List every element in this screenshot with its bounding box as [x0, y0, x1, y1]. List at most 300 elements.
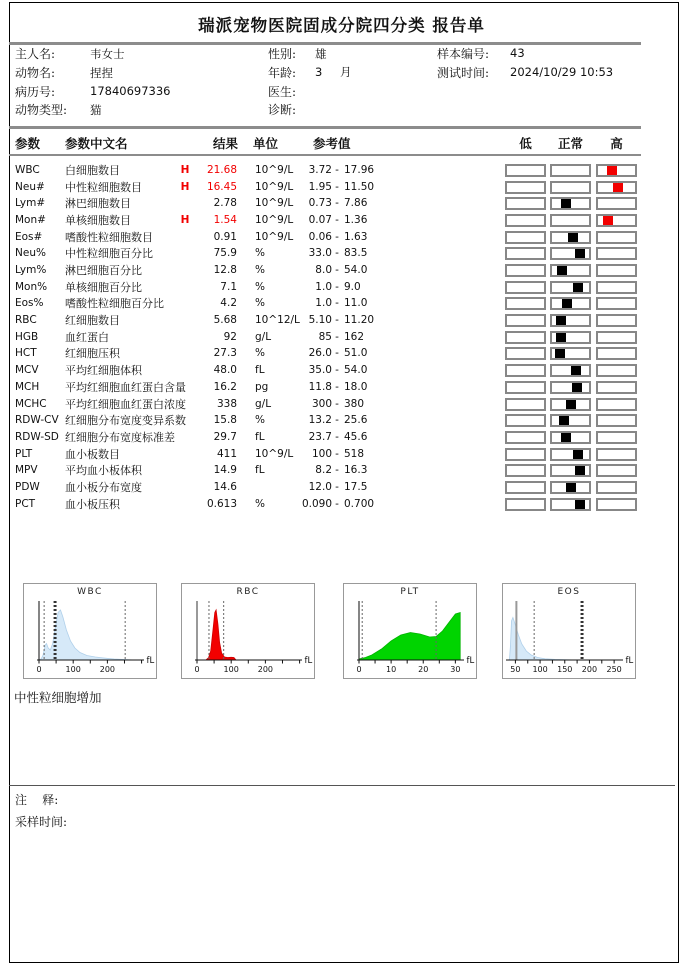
result-value: 12.8 [213, 264, 237, 277]
param-code: Neu# [15, 180, 45, 193]
range-box-high [596, 264, 637, 277]
range-box-norm [550, 164, 591, 177]
col-header-ref: 参考值 [313, 136, 351, 151]
param-code: Lym% [15, 264, 47, 277]
result-marker [561, 199, 571, 208]
result-marker [555, 349, 565, 358]
ref-low: 85 [318, 330, 332, 343]
separator-top [9, 42, 641, 45]
svg-text:PLT: PLT [400, 587, 420, 597]
table-row [0, 229, 683, 246]
result-value: 2.78 [213, 197, 237, 210]
ref-high: 54.0 [344, 364, 368, 377]
range-box-high [596, 297, 637, 310]
range-box-high [596, 364, 637, 377]
param-code: RDW-SD [15, 430, 59, 443]
remark-label: 注 释: [15, 793, 59, 807]
sample-label: 样本编号: [437, 47, 490, 61]
range-box-high [596, 431, 637, 444]
ref-dash: - [335, 214, 339, 227]
range-box-low [505, 464, 546, 477]
ref-high: 17.5 [344, 480, 368, 493]
ref-dash: - [335, 430, 339, 443]
ref-dash: - [335, 480, 339, 493]
range-box-low [505, 281, 546, 294]
result-marker [566, 483, 576, 492]
range-box-norm [550, 414, 591, 427]
ref-high: 11.20 [344, 314, 375, 327]
result-value: 75.9 [213, 247, 237, 260]
range-box-norm [550, 314, 591, 327]
unit: 10^9/L [255, 164, 294, 176]
ref-low: 35.0 [308, 364, 332, 377]
param-name: 血红蛋白 [65, 330, 109, 344]
table-row [0, 345, 683, 362]
report-title: 瑞派宠物医院固成分院四分类 报告单 [198, 16, 485, 35]
range-box-norm [550, 214, 591, 227]
range-box-norm [550, 364, 591, 377]
animal-value: 捏捏 [90, 66, 113, 80]
range-box-norm [550, 481, 591, 494]
ref-high: 51.0 [344, 347, 368, 360]
table-row [0, 245, 683, 262]
result-marker [559, 416, 569, 425]
unit: fL [255, 364, 265, 377]
param-code: Lym# [15, 197, 46, 210]
type-label: 动物类型: [15, 103, 68, 117]
ref-dash: - [335, 497, 339, 510]
range-box-norm [550, 347, 591, 360]
svg-text:fL: fL [466, 656, 475, 666]
svg-text:200: 200 [257, 665, 274, 674]
range-box-norm [550, 281, 591, 294]
unit: % [255, 264, 265, 277]
ref-high: 162 [344, 330, 365, 343]
range-box-low [505, 214, 546, 227]
result-value: 4.2 [220, 297, 237, 310]
range-box-low [505, 431, 546, 444]
result-marker [568, 233, 578, 242]
svg-text:250: 250 [606, 665, 622, 674]
result-marker [573, 450, 583, 459]
svg-text:200: 200 [99, 665, 116, 674]
result-value: 27.3 [213, 347, 237, 360]
param-name: 红细胞分布宽度变异系数 [65, 414, 186, 428]
col-header-param: 参数 [15, 136, 41, 151]
ref-low: 8.2 [315, 464, 332, 477]
ref-low: 8.0 [315, 264, 332, 277]
abnormal-flag: H [180, 164, 190, 176]
table-row [0, 496, 683, 513]
ref-high: 45.6 [344, 430, 368, 443]
range-box-norm [550, 231, 591, 244]
result-value: 21.68 [206, 164, 237, 176]
ref-dash: - [335, 397, 339, 410]
ref-low: 0.06 [308, 230, 332, 243]
ref-dash: - [335, 164, 339, 176]
param-code: PLT [15, 447, 33, 460]
range-box-low [505, 331, 546, 344]
range-box-norm [550, 197, 591, 210]
range-box-low [505, 364, 546, 377]
range-box-high [596, 197, 637, 210]
ref-high: 7.86 [344, 197, 368, 210]
result-marker [557, 266, 567, 275]
table-row [0, 429, 683, 446]
ref-dash: - [335, 464, 339, 477]
range-box-high [596, 464, 637, 477]
ref-low: 23.7 [308, 430, 332, 443]
range-box-norm [550, 498, 591, 511]
age-unit: 月 [340, 65, 352, 79]
svg-text:100: 100 [223, 665, 239, 674]
unit: % [255, 414, 265, 427]
owner-value: 韦女士 [90, 47, 125, 61]
ref-high: 518 [344, 447, 365, 460]
record-value: 17840697336 [90, 84, 171, 98]
range-box-high [596, 247, 637, 260]
table-row [0, 479, 683, 496]
range-box-norm [550, 464, 591, 477]
svg-text:20: 20 [418, 665, 429, 674]
param-name: 白细胞数目 [65, 164, 120, 177]
result-marker [613, 183, 623, 192]
param-name: 血小板分布宽度 [65, 480, 142, 494]
result-marker [556, 333, 566, 342]
ref-high: 25.6 [344, 414, 368, 427]
unit: g/L [255, 397, 272, 410]
ref-dash: - [335, 447, 339, 460]
ref-high: 1.36 [344, 214, 368, 227]
ref-high: 16.3 [344, 464, 368, 477]
param-code: Mon# [15, 214, 46, 227]
rbc-histogram [181, 583, 315, 679]
plt-histogram [343, 583, 477, 679]
param-code: Neu% [15, 247, 46, 260]
svg-text:fL: fL [304, 656, 313, 666]
unit: 10^9/L [255, 230, 294, 243]
param-code: PCT [15, 497, 36, 510]
result-value: 1.54 [213, 214, 237, 227]
table-row [0, 195, 683, 212]
result-marker [607, 166, 617, 175]
unit: % [255, 247, 265, 260]
ref-dash: - [335, 264, 339, 277]
param-code: MCH [15, 380, 40, 393]
range-box-high [596, 164, 637, 177]
param-name: 血小板数目 [65, 447, 120, 461]
param-name: 平均红细胞体积 [65, 364, 142, 378]
ref-low: 11.8 [308, 380, 332, 393]
result-marker [603, 216, 613, 225]
result-marker [572, 383, 582, 392]
param-code: HGB [15, 330, 39, 343]
col-header-low: 低 [519, 136, 532, 151]
range-box-high [596, 314, 637, 327]
range-box-high [596, 381, 637, 394]
range-box-norm [550, 181, 591, 194]
separator-header-bottom [9, 154, 641, 156]
type-value: 猫 [90, 103, 102, 117]
range-box-low [505, 164, 546, 177]
record-label: 病历号: [15, 85, 56, 99]
result-value: 15.8 [213, 414, 237, 427]
param-name: 平均红细胞血红蛋白含量 [65, 380, 186, 394]
range-box-low [505, 498, 546, 511]
range-box-low [505, 181, 546, 194]
range-box-low [505, 381, 546, 394]
result-value: 5.68 [213, 314, 237, 327]
time-label: 测试时间: [437, 66, 490, 80]
abnormal-flag: H [180, 214, 190, 227]
result-value: 14.6 [213, 480, 237, 493]
result-value: 0.613 [206, 497, 237, 510]
svg-text:fL: fL [625, 656, 634, 666]
param-name: 单核细胞数目 [65, 214, 131, 228]
result-marker [562, 299, 572, 308]
svg-text:50: 50 [510, 665, 521, 674]
param-name: 红细胞数目 [65, 314, 120, 328]
svg-text:150: 150 [557, 665, 573, 674]
result-value: 7.1 [220, 280, 237, 293]
time-value: 2024/10/29 10:53 [510, 65, 614, 79]
table-row [0, 179, 683, 196]
param-code: Eos% [15, 297, 44, 310]
param-code: RBC [15, 314, 37, 327]
result-marker [556, 316, 566, 325]
result-value: 14.9 [213, 464, 237, 477]
ref-dash: - [335, 364, 339, 377]
result-marker [571, 366, 581, 375]
ref-high: 11.0 [344, 297, 368, 310]
table-row [0, 162, 683, 179]
doctor-label: 医生: [268, 85, 297, 99]
range-box-low [505, 398, 546, 411]
svg-text:RBC: RBC [236, 587, 260, 597]
table-row [0, 446, 683, 463]
range-box-high [596, 331, 637, 344]
ref-dash: - [335, 347, 339, 360]
ref-high: 54.0 [344, 264, 368, 277]
ref-low: 26.0 [308, 347, 332, 360]
animal-label: 动物名: [15, 66, 56, 80]
range-box-high [596, 181, 637, 194]
unit: g/L [255, 330, 272, 343]
range-box-norm [550, 448, 591, 461]
param-name: 红细胞分布宽度标准差 [65, 430, 175, 444]
param-name: 血小板压积 [65, 497, 120, 511]
ref-low: 0.090 [301, 497, 332, 510]
result-marker [573, 283, 583, 292]
ref-dash: - [335, 280, 339, 293]
param-code: MCHC [15, 397, 47, 410]
range-box-norm [550, 297, 591, 310]
ref-low: 13.2 [308, 414, 332, 427]
svg-text:100: 100 [532, 665, 548, 674]
range-box-high [596, 481, 637, 494]
ref-dash: - [335, 414, 339, 427]
result-value: 411 [216, 447, 237, 460]
svg-text:0: 0 [36, 665, 42, 674]
result-marker [566, 400, 576, 409]
unit: 10^9/L [255, 180, 294, 193]
ref-low: 1.0 [315, 297, 332, 310]
table-row [0, 362, 683, 379]
table-row [0, 312, 683, 329]
table-row [0, 212, 683, 229]
sex-label: 性别: [268, 47, 297, 61]
param-name: 红细胞压积 [65, 347, 120, 361]
ref-high: 18.0 [344, 380, 368, 393]
ref-high: 0.700 [344, 497, 375, 510]
param-name: 平均血小板体积 [65, 464, 142, 478]
svg-text:30: 30 [450, 665, 461, 674]
param-code: WBC [15, 164, 40, 176]
separator-header-top [9, 126, 641, 129]
unit: 10^9/L [255, 214, 294, 227]
range-box-low [505, 264, 546, 277]
table-row [0, 279, 683, 296]
range-box-high [596, 448, 637, 461]
range-box-low [505, 481, 546, 494]
age-value: 3 [315, 65, 323, 79]
param-code: Mon% [15, 280, 48, 293]
param-code: HCT [15, 347, 37, 360]
abnormal-flag: H [180, 180, 190, 193]
ref-low: 0.07 [308, 214, 332, 227]
unit: pg [255, 380, 269, 393]
range-box-norm [550, 264, 591, 277]
sex-value: 雄 [315, 47, 327, 61]
ref-low: 5.10 [308, 314, 332, 327]
ref-dash: - [335, 230, 339, 243]
param-name: 平均红细胞血红蛋白浓度 [65, 397, 186, 411]
svg-text:200: 200 [581, 665, 598, 674]
unit: % [255, 497, 265, 510]
col-header-name: 参数中文名 [65, 136, 128, 151]
ref-high: 380 [344, 397, 365, 410]
param-name: 嗜酸性粒细胞百分比 [65, 297, 164, 311]
param-code: Eos# [15, 230, 43, 243]
range-box-low [505, 297, 546, 310]
param-name: 淋巴细胞百分比 [65, 264, 142, 278]
ref-dash: - [335, 247, 339, 260]
col-header-high: 高 [610, 136, 623, 151]
range-box-high [596, 214, 637, 227]
ref-dash: - [335, 380, 339, 393]
param-name: 中性粒细胞百分比 [65, 247, 153, 261]
wbc-histogram [23, 583, 157, 679]
result-value: 48.0 [213, 364, 237, 377]
table-row [0, 329, 683, 346]
svg-text:0: 0 [194, 665, 200, 674]
unit: fL [255, 464, 265, 477]
table-row [0, 462, 683, 479]
table-row [0, 295, 683, 312]
ref-high: 1.63 [344, 230, 368, 243]
ref-low: 1.95 [308, 180, 332, 193]
param-name: 单核细胞百分比 [65, 280, 142, 294]
ref-low: 12.0 [308, 480, 332, 493]
ref-dash: - [335, 180, 339, 193]
eos-histogram [502, 583, 636, 679]
result-value: 16.2 [213, 380, 237, 393]
range-box-high [596, 347, 637, 360]
result-value: 92 [223, 330, 237, 343]
svg-text:0: 0 [356, 665, 362, 674]
unit: % [255, 347, 265, 360]
unit: 10^9/L [255, 447, 294, 460]
unit: % [255, 297, 265, 310]
ref-dash: - [335, 197, 339, 210]
ref-high: 83.5 [344, 247, 368, 260]
ref-low: 0.73 [308, 197, 332, 210]
ref-low: 100 [311, 447, 332, 460]
svg-text:EOS: EOS [557, 587, 581, 597]
range-box-low [505, 197, 546, 210]
ref-low: 300 [311, 397, 332, 410]
ref-dash: - [335, 330, 339, 343]
svg-text:WBC: WBC [77, 587, 103, 597]
table-row [0, 396, 683, 413]
range-box-low [505, 414, 546, 427]
ref-dash: - [335, 297, 339, 310]
range-box-low [505, 231, 546, 244]
table-row [0, 262, 683, 279]
ref-high: 11.50 [344, 180, 375, 193]
unit: 10^12/L [255, 314, 300, 327]
svg-text:fL: fL [146, 656, 155, 666]
param-name: 中性粒细胞数目 [65, 180, 142, 194]
col-header-unit: 单位 [253, 136, 279, 151]
result-marker [575, 466, 585, 475]
param-code: PDW [15, 480, 40, 493]
footer-separator [9, 785, 675, 786]
result-marker [575, 500, 585, 509]
svg-text:100: 100 [65, 665, 81, 674]
unit: fL [255, 430, 265, 443]
range-box-low [505, 314, 546, 327]
result-value: 29.7 [213, 430, 237, 443]
owner-label: 主人名: [15, 47, 56, 61]
range-box-high [596, 414, 637, 427]
unit: 10^9/L [255, 197, 294, 210]
range-box-norm [550, 247, 591, 260]
note-text: 中性粒细胞增加 [14, 690, 102, 705]
ref-dash: - [335, 314, 339, 327]
param-code: MCV [15, 364, 39, 377]
result-value: 338 [216, 397, 237, 410]
range-box-low [505, 448, 546, 461]
range-box-high [596, 231, 637, 244]
range-box-norm [550, 398, 591, 411]
result-value: 16.45 [206, 180, 237, 193]
table-row [0, 412, 683, 429]
ref-high: 17.96 [344, 164, 375, 176]
col-header-result: 结果 [213, 136, 239, 151]
param-name: 淋巴细胞数目 [65, 197, 131, 211]
param-code: RDW-CV [15, 414, 59, 427]
ref-high: 9.0 [344, 280, 361, 293]
result-marker [561, 433, 571, 442]
range-box-high [596, 498, 637, 511]
range-box-low [505, 347, 546, 360]
unit: % [255, 280, 265, 293]
param-name: 嗜酸性粒细胞数目 [65, 230, 153, 244]
ref-low: 1.0 [315, 280, 332, 293]
range-box-norm [550, 431, 591, 444]
range-box-high [596, 398, 637, 411]
